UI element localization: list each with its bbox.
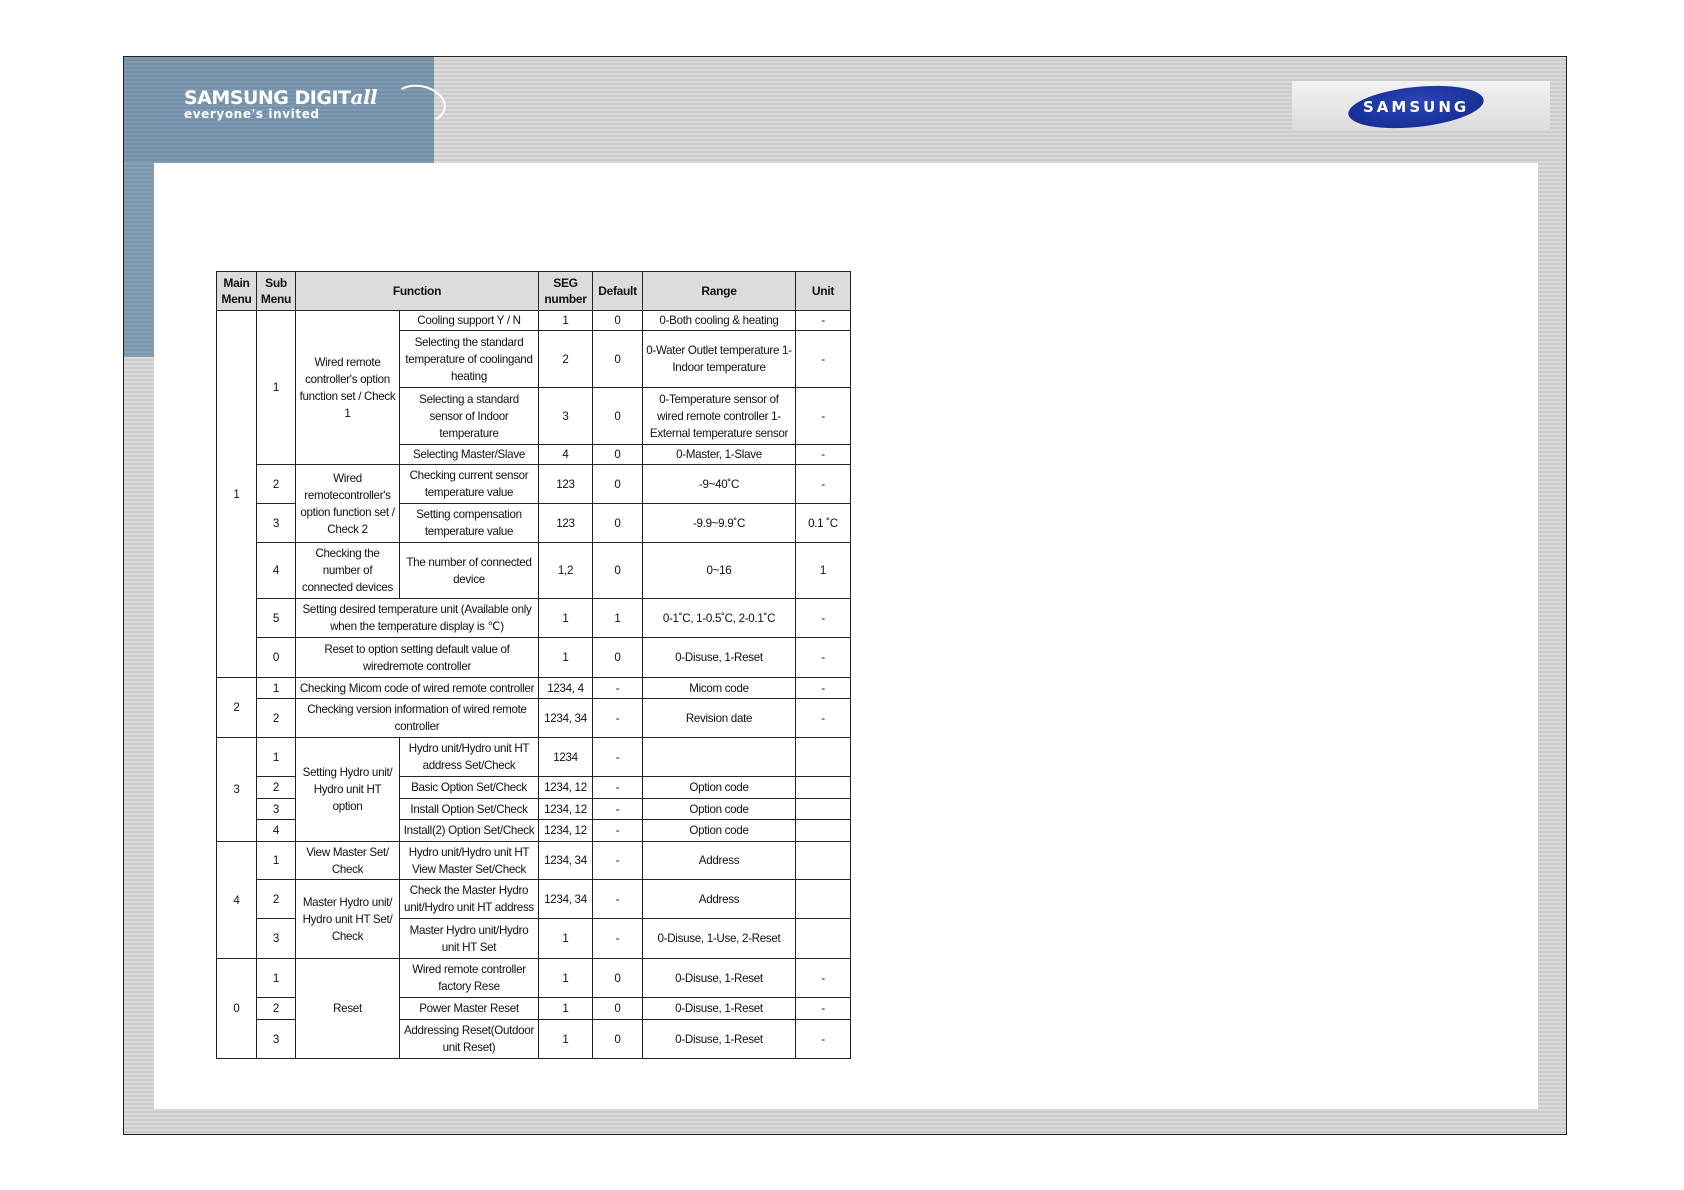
function-cell: Power Master Reset: [400, 998, 539, 1020]
function-cell: Install Option Set/Check: [400, 799, 539, 820]
range-cell: 0-Disuse, 1-Reset: [643, 998, 796, 1020]
unit-cell: -: [796, 331, 851, 388]
range-cell: Revision date: [643, 699, 796, 738]
function-cell: Basic Option Set/Check: [400, 777, 539, 799]
default-cell: 0: [593, 959, 643, 998]
default-cell: -: [593, 799, 643, 820]
seg-cell: 1: [539, 998, 593, 1020]
unit-cell: -: [796, 465, 851, 504]
seg-cell: 1,2: [539, 543, 593, 599]
function-cell: The number of connected device: [400, 543, 539, 599]
range-cell: Option code: [643, 799, 796, 820]
sub-menu-cell: 1: [257, 842, 296, 880]
sub-menu-cell: 1: [257, 678, 296, 699]
seg-cell: 1234, 4: [539, 678, 593, 699]
table-row: [217, 699, 851, 738]
seg-cell: 2: [539, 331, 593, 388]
sub-menu-cell: 3: [257, 504, 296, 543]
seg-cell: 123: [539, 504, 593, 543]
swoosh-icon: [389, 81, 449, 128]
default-cell: 0: [593, 543, 643, 599]
main-menu-cell: 4: [217, 842, 257, 959]
unit-cell: -: [796, 311, 851, 331]
range-cell: Option code: [643, 820, 796, 842]
left-accent-strip: [124, 163, 154, 357]
function-cell: Setting desired temperature unit (Available only when the temperature display is ℃): [296, 599, 539, 638]
main-menu-cell: 0: [217, 959, 257, 1059]
seg-cell: 1234, 34: [539, 699, 593, 738]
unit-cell: [796, 820, 851, 842]
function-cell: Checking version information of wired remote controller: [296, 699, 539, 738]
sub-menu-cell: 4: [257, 820, 296, 842]
unit-cell: -: [796, 599, 851, 638]
seg-cell: 1: [539, 599, 593, 638]
unit-cell: 0.1 ˚C: [796, 504, 851, 543]
range-cell: 0-Water Outlet temperature 1-Indoor temperature: [643, 331, 796, 388]
option-function-table: [216, 271, 851, 1059]
slide-frame: [123, 56, 1567, 1135]
range-cell: 0-Temperature sensor of wired remote controller 1-External temperature sensor: [643, 388, 796, 445]
samsung-logo-box: [1292, 81, 1550, 131]
sub-menu-cell: 2: [257, 699, 296, 738]
function-cell: Hydro unit/Hydro unit HT View Master Set/Check: [400, 842, 539, 880]
unit-cell: -: [796, 638, 851, 678]
function-cell: Selecting the standard temperature of coolingand heating: [400, 331, 539, 388]
sub-menu-cell: 3: [257, 1020, 296, 1059]
sub-menu-cell: 5: [257, 599, 296, 638]
unit-cell: [796, 738, 851, 777]
function-group-cell: Wired remotecontroller's option function set / Check 2: [296, 465, 400, 543]
sub-menu-cell: 3: [257, 799, 296, 820]
function-cell: Master Hydro unit/Hydro unit HT Set: [400, 919, 539, 959]
function-cell: Selecting a standard sensor of Indoor temperature: [400, 388, 539, 445]
default-cell: 0: [593, 445, 643, 465]
seg-cell: 1234, 12: [539, 799, 593, 820]
table-row: [217, 880, 851, 919]
sub-menu-cell: 1: [257, 311, 296, 465]
range-cell: 0-Disuse, 1-Use, 2-Reset: [643, 919, 796, 959]
function-group-cell: Reset: [296, 959, 400, 1059]
logo-main-text: SAMSUNG DIGIT: [184, 87, 351, 109]
range-cell: [643, 738, 796, 777]
table-row: [217, 599, 851, 638]
default-cell: -: [593, 738, 643, 777]
unit-cell: -: [796, 445, 851, 465]
range-cell: 0-Master, 1-Slave: [643, 445, 796, 465]
range-cell: 0-Disuse, 1-Reset: [643, 1020, 796, 1059]
seg-cell: 1234, 34: [539, 880, 593, 919]
logo-tagline: everyone's invited: [184, 107, 320, 121]
seg-cell: 1: [539, 1020, 593, 1059]
function-cell: Wired remote controller factory Rese: [400, 959, 539, 998]
unit-cell: [796, 777, 851, 799]
unit-cell: [796, 880, 851, 919]
range-cell: Address: [643, 880, 796, 919]
range-cell: 0~16: [643, 543, 796, 599]
function-group-cell: Master Hydro unit/ Hydro unit HT Set/ Check: [296, 880, 400, 959]
main-menu-cell: 3: [217, 738, 257, 842]
table-row: [217, 311, 851, 331]
function-cell: Checking Micom code of wired remote controller: [296, 678, 539, 699]
default-cell: 0: [593, 331, 643, 388]
header-range: Range: [643, 272, 796, 311]
header-sub-menu: Sub Menu: [257, 272, 296, 311]
seg-cell: 1234, 12: [539, 777, 593, 799]
sub-menu-cell: 2: [257, 880, 296, 919]
slide-content: [154, 163, 1538, 1109]
function-group-cell: View Master Set/ Check: [296, 842, 400, 880]
range-cell: 0-Disuse, 1-Reset: [643, 638, 796, 678]
sub-menu-cell: 2: [257, 777, 296, 799]
seg-cell: 1234, 12: [539, 820, 593, 842]
unit-cell: -: [796, 959, 851, 998]
unit-cell: -: [796, 699, 851, 738]
sub-menu-cell: 2: [257, 998, 296, 1020]
unit-cell: [796, 842, 851, 880]
function-cell: Hydro unit/Hydro unit HT address Set/Check: [400, 738, 539, 777]
table-row: [217, 638, 851, 678]
table-row: [217, 842, 851, 880]
sub-menu-cell: 3: [257, 919, 296, 959]
function-cell: Cooling support Y / N: [400, 311, 539, 331]
function-cell: Install(2) Option Set/Check: [400, 820, 539, 842]
seg-cell: 3: [539, 388, 593, 445]
unit-cell: -: [796, 388, 851, 445]
default-cell: 0: [593, 504, 643, 543]
sub-menu-cell: 0: [257, 638, 296, 678]
range-cell: Micom code: [643, 678, 796, 699]
sub-menu-cell: 4: [257, 543, 296, 599]
function-cell: Selecting Master/Slave: [400, 445, 539, 465]
default-cell: 0: [593, 998, 643, 1020]
samsung-digitall-logo: [184, 87, 377, 120]
unit-cell: -: [796, 678, 851, 699]
range-cell: Option code: [643, 777, 796, 799]
header-default: Default: [593, 272, 643, 311]
default-cell: -: [593, 699, 643, 738]
function-cell: Checking current sensor temperature value: [400, 465, 539, 504]
function-cell: Check the Master Hydro unit/Hydro unit HT address: [400, 880, 539, 919]
function-group-cell: Checking the number of connected devices: [296, 543, 400, 599]
samsung-logo: [1346, 80, 1485, 134]
function-group-cell: Wired remote controller's option function set / Check 1: [296, 311, 400, 465]
brand-band: [124, 57, 434, 163]
range-cell: 0-Both cooling & heating: [643, 311, 796, 331]
function-cell: Addressing Reset(Outdoor unit Reset): [400, 1020, 539, 1059]
header-seg-number: SEG number: [539, 272, 593, 311]
table-header-row: [217, 272, 851, 311]
seg-cell: 1: [539, 311, 593, 331]
samsung-logo-text: SAMSUNG: [1362, 98, 1470, 117]
unit-cell: [796, 799, 851, 820]
unit-cell: 1: [796, 543, 851, 599]
seg-cell: 1: [539, 919, 593, 959]
default-cell: 0: [593, 311, 643, 331]
table-row: [217, 959, 851, 998]
table-row: [217, 465, 851, 504]
sub-menu-cell: 1: [257, 738, 296, 777]
default-cell: -: [593, 842, 643, 880]
seg-cell: 1234: [539, 738, 593, 777]
range-cell: 0-1˚C, 1-0.5˚C, 2-0.1˚C: [643, 599, 796, 638]
default-cell: 1: [593, 599, 643, 638]
main-menu-cell: 1: [217, 311, 257, 678]
seg-cell: 4: [539, 445, 593, 465]
function-cell: Reset to option setting default value of wiredremote controller: [296, 638, 539, 678]
default-cell: 0: [593, 388, 643, 445]
unit-cell: -: [796, 998, 851, 1020]
sub-menu-cell: 1: [257, 959, 296, 998]
default-cell: -: [593, 880, 643, 919]
unit-cell: -: [796, 1020, 851, 1059]
default-cell: -: [593, 820, 643, 842]
default-cell: -: [593, 777, 643, 799]
table-row: [217, 678, 851, 699]
function-group-cell: Setting Hydro unit/ Hydro unit HT option: [296, 738, 400, 842]
logo-italic-text: all: [350, 85, 378, 109]
seg-cell: 1: [539, 959, 593, 998]
range-cell: -9~40˚C: [643, 465, 796, 504]
function-cell: Setting compensation temperature value: [400, 504, 539, 543]
header-unit: Unit: [796, 272, 851, 311]
seg-cell: 123: [539, 465, 593, 504]
header-function: Function: [296, 272, 539, 311]
table-row: [217, 543, 851, 599]
main-menu-cell: 2: [217, 678, 257, 738]
table-row: [217, 738, 851, 777]
default-cell: -: [593, 678, 643, 699]
seg-cell: 1234, 34: [539, 842, 593, 880]
range-cell: Address: [643, 842, 796, 880]
seg-cell: 1: [539, 638, 593, 678]
header-main-menu: Main Menu: [217, 272, 257, 311]
range-cell: 0-Disuse, 1-Reset: [643, 959, 796, 998]
default-cell: 0: [593, 465, 643, 504]
unit-cell: [796, 919, 851, 959]
sub-menu-cell: 2: [257, 465, 296, 504]
range-cell: -9.9~9.9˚C: [643, 504, 796, 543]
default-cell: 0: [593, 638, 643, 678]
default-cell: -: [593, 919, 643, 959]
default-cell: 0: [593, 1020, 643, 1059]
